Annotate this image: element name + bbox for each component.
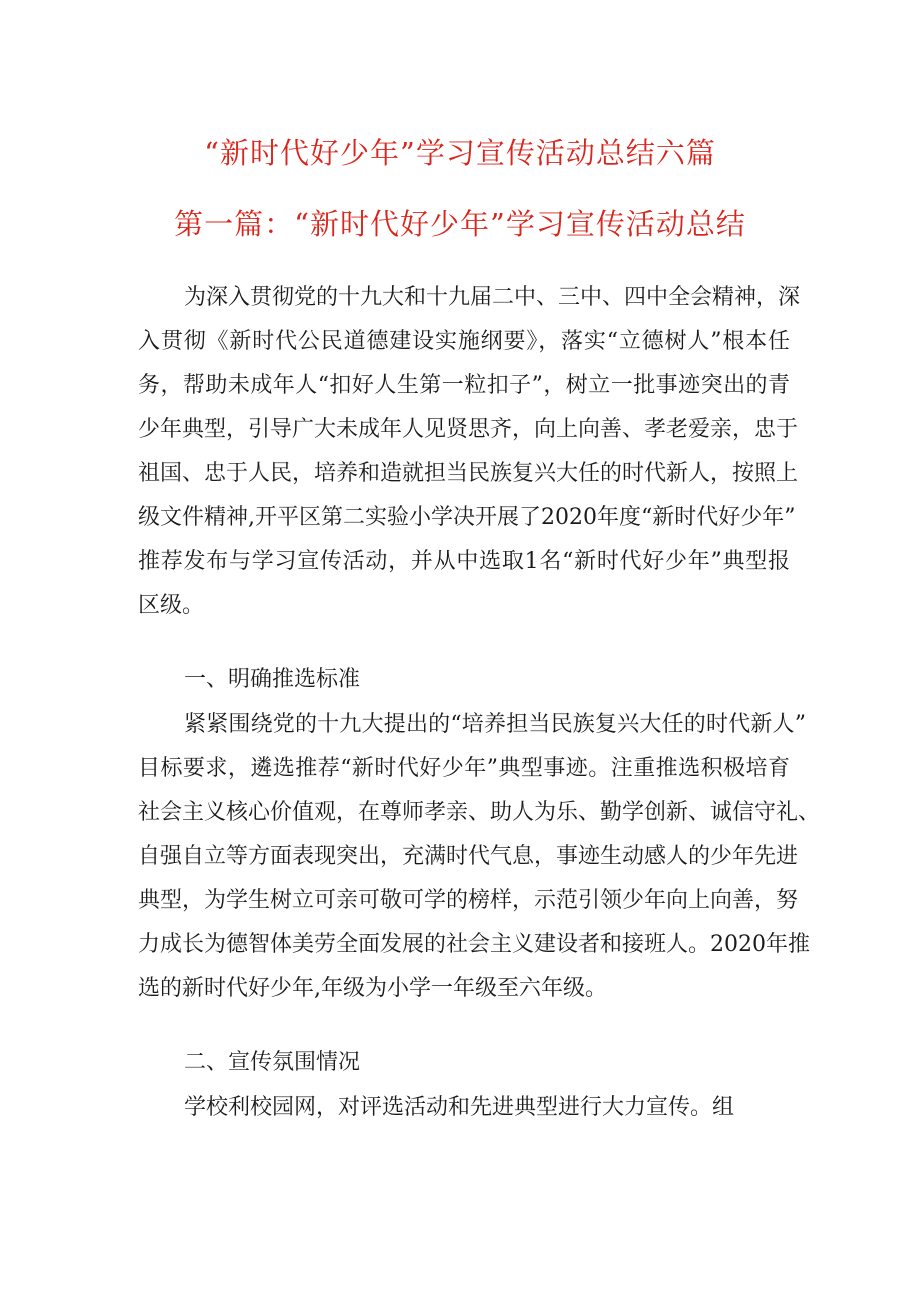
paragraph-line: 选的新时代好少年,年级为小学一年级至六年级。: [138, 976, 607, 1001]
paragraph-line: 祖国、忠于人民，培养和造就担当民族复兴大任的时代新人，按照上: [138, 461, 799, 486]
section-heading-1: 一、明确推选标准: [184, 667, 361, 692]
paragraph-line: 为深入贯彻党的十九大和十九届二中、三中、四中全会精神，深: [184, 285, 801, 310]
paragraph-line: 自强自立等方面表现突出，充满时代气息，事迹生动感人的少年先进: [138, 844, 799, 869]
paragraph-line: 学校利校园网，对评选活动和先进典型进行大力宣传。组: [184, 1095, 735, 1120]
section-heading-2: 二、宣传氛围情况: [184, 1050, 361, 1075]
paragraph-line: 级文件精神,开平区第二实验小学决开展了2020年度“新时代好少年”: [138, 505, 796, 530]
paragraph-line: 力成长为德智体美劳全面发展的社会主义建设者和接班人。2020年推: [138, 932, 810, 957]
paragraph-line: 推荐发布与学习宣传活动，并从中选取1名“新时代好少年”典型报: [138, 549, 790, 574]
paragraph-line: 区级。: [138, 593, 205, 618]
paragraph-line: 少年典型，引导广大未成年人见贤思齐，向上向善、孝老爱亲，忠于: [138, 417, 799, 442]
paragraph-line: 入贯彻《新时代公民道德建设实施纲要》，落实“立德树人”根本任: [138, 329, 790, 354]
paragraph-line: 典型，为学生树立可亲可敬可学的榜样，示范引领少年向上向善，努: [138, 888, 799, 913]
main-title: “新时代好少年”学习宣传活动总结六篇: [204, 136, 716, 170]
paragraph-line: 务，帮助未成年人“扣好人生第一粒扣子”，树立一批事迹突出的青: [138, 373, 790, 398]
paragraph-line: 社会主义核心价值观，在尊师孝亲、助人为乐、勤学创新、诚信守礼、: [138, 800, 821, 825]
paragraph-line: 目标要求，遴选推荐“新时代好少年”典型事迹。注重推选积极培育: [138, 756, 790, 781]
paragraph-line: 紧紧围绕党的十九大提出的“培养担当民族复兴大任的时代新人”: [184, 712, 806, 737]
subtitle: 第一篇：“新时代好少年”学习宣传活动总结: [174, 207, 746, 241]
